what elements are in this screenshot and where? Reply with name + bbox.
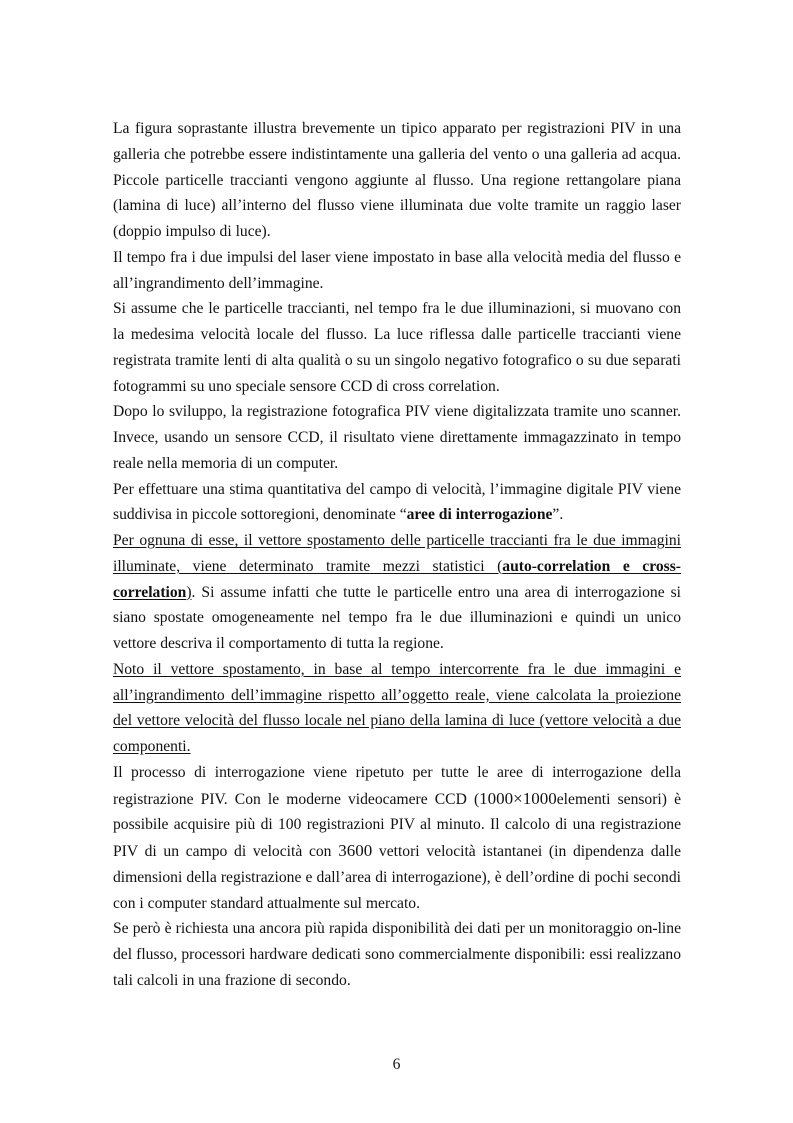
underlined-text: Per ognuna di esse, il vettore spostamento delle particelle traccianti fra le due immagini illuminate, viene determinato tramite mezzi statistici ( — [113, 532, 681, 575]
paragraph-digitization: Dopo lo sviluppo, la registrazione fotografica PIV viene digitalizzata tramite uno scanner. Invece, usando un sensore CCD, il risultato viene direttamente immagazzinato in tempo reale nella memoria di un computer. — [113, 403, 681, 472]
paragraph-interrogation-areas — [113, 477, 681, 529]
paragraph-displacement-vector — [113, 528, 681, 657]
paragraph-processing-speed — [113, 760, 681, 917]
paragraph-laser-timing: Il tempo fra i due impulsi del laser viene impostato in base alla velocità media del flusso e all’ingrandimento dell’immagine. — [113, 248, 681, 292]
underlined-text: ) — [186, 583, 192, 601]
text-segment: Per effettuare una stima quantitativa del campo di velocità, l’immagine digitale PIV viene suddivisa in piccole sottoregioni, denominate “ — [113, 480, 681, 524]
text-segment: elementi sensori) è possibile acquisire più di 100 registrazioni PIV al minuto. Il calcolo di una registrazione PIV di un campo di velocità con — [113, 790, 682, 860]
text-segment: . Si assume infatti che tutte le particelle entro una area di interrogazione si siano spostate omogeneamente nel tempo fra le due illuminazioni e quindi un unico vettore descriva il comportamento di tutta la regione. — [113, 583, 681, 652]
page-number: 6 — [392, 1056, 401, 1073]
math-sensor-resolution: 1000×1000 — [479, 788, 557, 808]
bold-term-correlation: auto-correlation e cross-correlation — [113, 557, 681, 601]
document-body — [113, 116, 681, 994]
math-vector-count: 3600 — [338, 841, 373, 860]
paragraph-piv-apparatus: La figura soprastante illustra brevemente un tipico apparato per registrazioni PIV in una galleria che potrebbe essere indistintamente una galleria del vento o una galleria ad acqua. Piccole particelle traccianti vengono aggiunte al flusso. Una regione rettangolare piana (lamina di luce) all’interno del flusso viene illuminata due volte tramite un raggio laser (doppio impulso di luce). — [113, 120, 681, 240]
bold-term-interrogation-areas: aree di interrogazione — [406, 506, 553, 524]
text-segment: vettori velocità istantanei (in dipendenza dalle dimensioni della registrazione e dall’area di interrogazione), è dell’ordine di pochi secondi con i computer standard attualmente sul mercato. — [113, 843, 681, 912]
text-segment: ”. — [552, 506, 564, 524]
paragraph-tracer-particles: Si assume che le particelle traccianti, nel tempo fra le due illuminazioni, si muovano con la medesima velocità locale del flusso. La luce riflessa dalle particelle traccianti viene registrata tramite lenti di alta qualità o su un singolo negativo fotografico o su due separati fotogrammi su uno speciale sensore CCD di cross correlation. — [113, 300, 681, 395]
paragraph-velocity-projection: Noto il vettore spostamento, in base al tempo intercorrente fra le due immagini e all’ingrandimento dell’immagine rispetto all’oggetto reale, viene calcolata la proiezione del vettore velocità del flusso locale nel piano della lamina di luce (vettore velocità a due componenti. — [113, 660, 681, 755]
text-segment: Il processo di interrogazione viene ripetuto per tutte le aree di interrogazione della registrazione PIV. Con le moderne videocamere CCD ( — [113, 763, 681, 808]
paragraph-hardware-processors: Se però è richiesta una ancora più rapida disponibilità dei dati per un monitoraggio on-line del flusso, processori hardware dedicati sono commercialmente disponibili: essi realizzano tali calcoli in una frazione di secondo. — [113, 920, 681, 989]
